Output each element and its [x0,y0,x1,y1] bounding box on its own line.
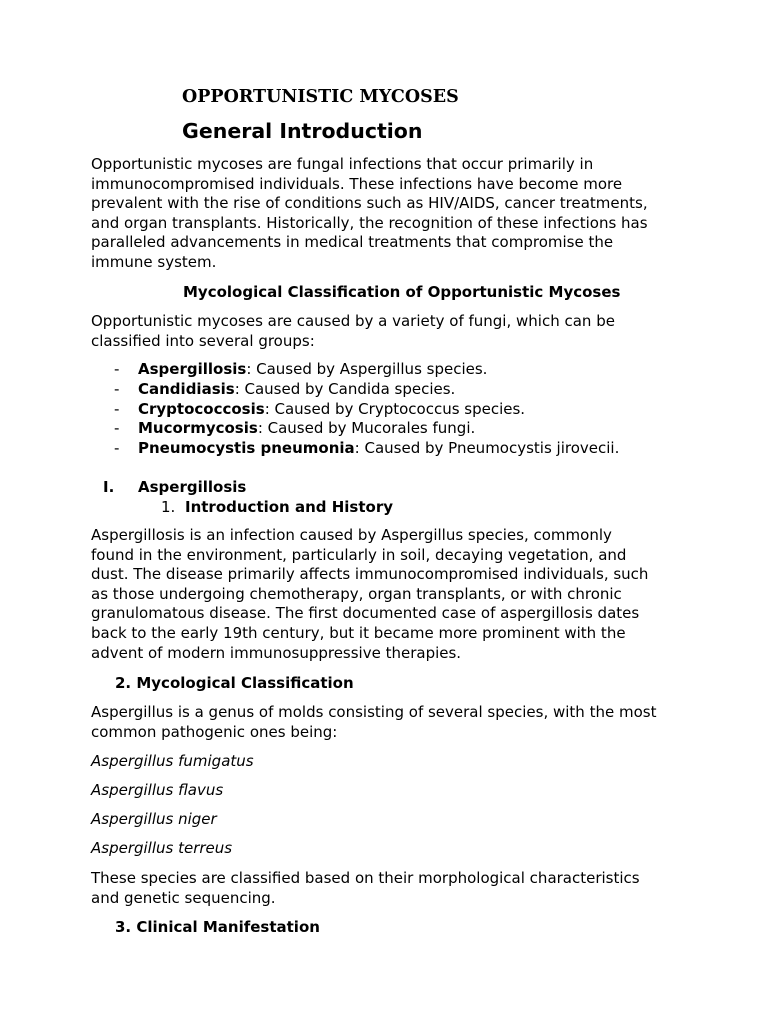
genus-paragraph [91,703,691,742]
paragraph-line: prevalent with the rise of conditions such as HIV/AIDS, cancer treatments, [91,194,648,213]
paragraph-line: advent of modern immunosuppressive therapies. [91,643,462,662]
species-name: Aspergillus niger [91,810,217,828]
species-name: Aspergillus flavus [91,781,224,799]
group-description: : Caused by Cryptococcus species. [264,400,526,418]
group-name: Cryptococcosis [138,400,265,418]
history-paragraph [91,526,691,663]
subsection-heading: 3. Clinical Manifestation [115,918,320,936]
subsection-number: 1. [161,498,176,516]
intro-paragraph [91,155,691,273]
paragraph-line: and organ transplants. Historically, the recognition of these infections has [91,213,648,232]
paragraph-line: common pathogenic ones being: [91,722,338,741]
group-description: : Caused by Pneumocystis jirovecii. [354,439,620,457]
paragraph-line: back to the early 19th century, but it became more prominent with the [91,623,626,642]
section-numeral: I. [103,478,115,496]
group-description: : Caused by Mucorales fungi. [257,419,476,437]
paragraph-line: Aspergillus is a genus of molds consisting of several species, with the most [91,703,657,721]
section-title: Aspergillosis [138,478,247,496]
paragraph-line: classified into several groups: [91,331,315,350]
paragraph-line: found in the environment, particularly in soil, decaying vegetation, and [91,545,627,564]
paragraph-line: These species are classified based on their morphological characteristics [91,869,640,887]
document-subtitle: General Introduction [182,119,423,143]
list-dash: - [114,439,120,457]
paragraph-line: immunocompromised individuals. These infections have become more [91,174,623,193]
subsection-title: Introduction and History [185,498,393,516]
group-description: : Caused by Candida species. [234,380,456,398]
paragraph-line: as those undergoing chemotherapy, organ transplants, or with chronic [91,584,622,603]
list-dash: - [114,360,120,378]
paragraph-line: Opportunistic mycoses are fungal infections that occur primarily in [91,155,594,173]
species-name: Aspergillus fumigatus [91,752,254,770]
paragraph-line: Aspergillosis is an infection caused by Aspergillus species, commonly [91,526,612,544]
group-name: Pneumocystis pneumonia [138,439,355,457]
paragraph-line: paralleled advancements in medical treatments that compromise the [91,233,614,252]
paragraph-line: dust. The disease primarily affects immunocompromised individuals, such [91,565,649,584]
paragraph-line: immune system. [91,252,217,271]
group-name: Candidiasis [138,380,235,398]
group-description: : Caused by Aspergillus species. [246,360,488,378]
species-name: Aspergillus terreus [91,839,233,857]
group-name: Aspergillosis [138,360,247,378]
classification-intro [91,312,691,351]
list-dash: - [114,419,120,437]
list-dash: - [114,400,120,418]
classification-heading: Mycological Classification of Opportunistic Mycoses [183,283,621,301]
paragraph-line: Opportunistic mycoses are caused by a variety of fungi, which can be [91,312,615,330]
document-title: OPPORTUNISTIC MYCOSES [182,87,459,107]
list-dash: - [114,380,120,398]
species-note-paragraph [91,869,691,908]
group-name: Mucormycosis [138,419,258,437]
paragraph-line: granulomatous disease. The first documented case of aspergillosis dates [91,604,640,623]
paragraph-line: and genetic sequencing. [91,888,276,907]
subsection-heading: 2. Mycological Classification [115,674,354,692]
